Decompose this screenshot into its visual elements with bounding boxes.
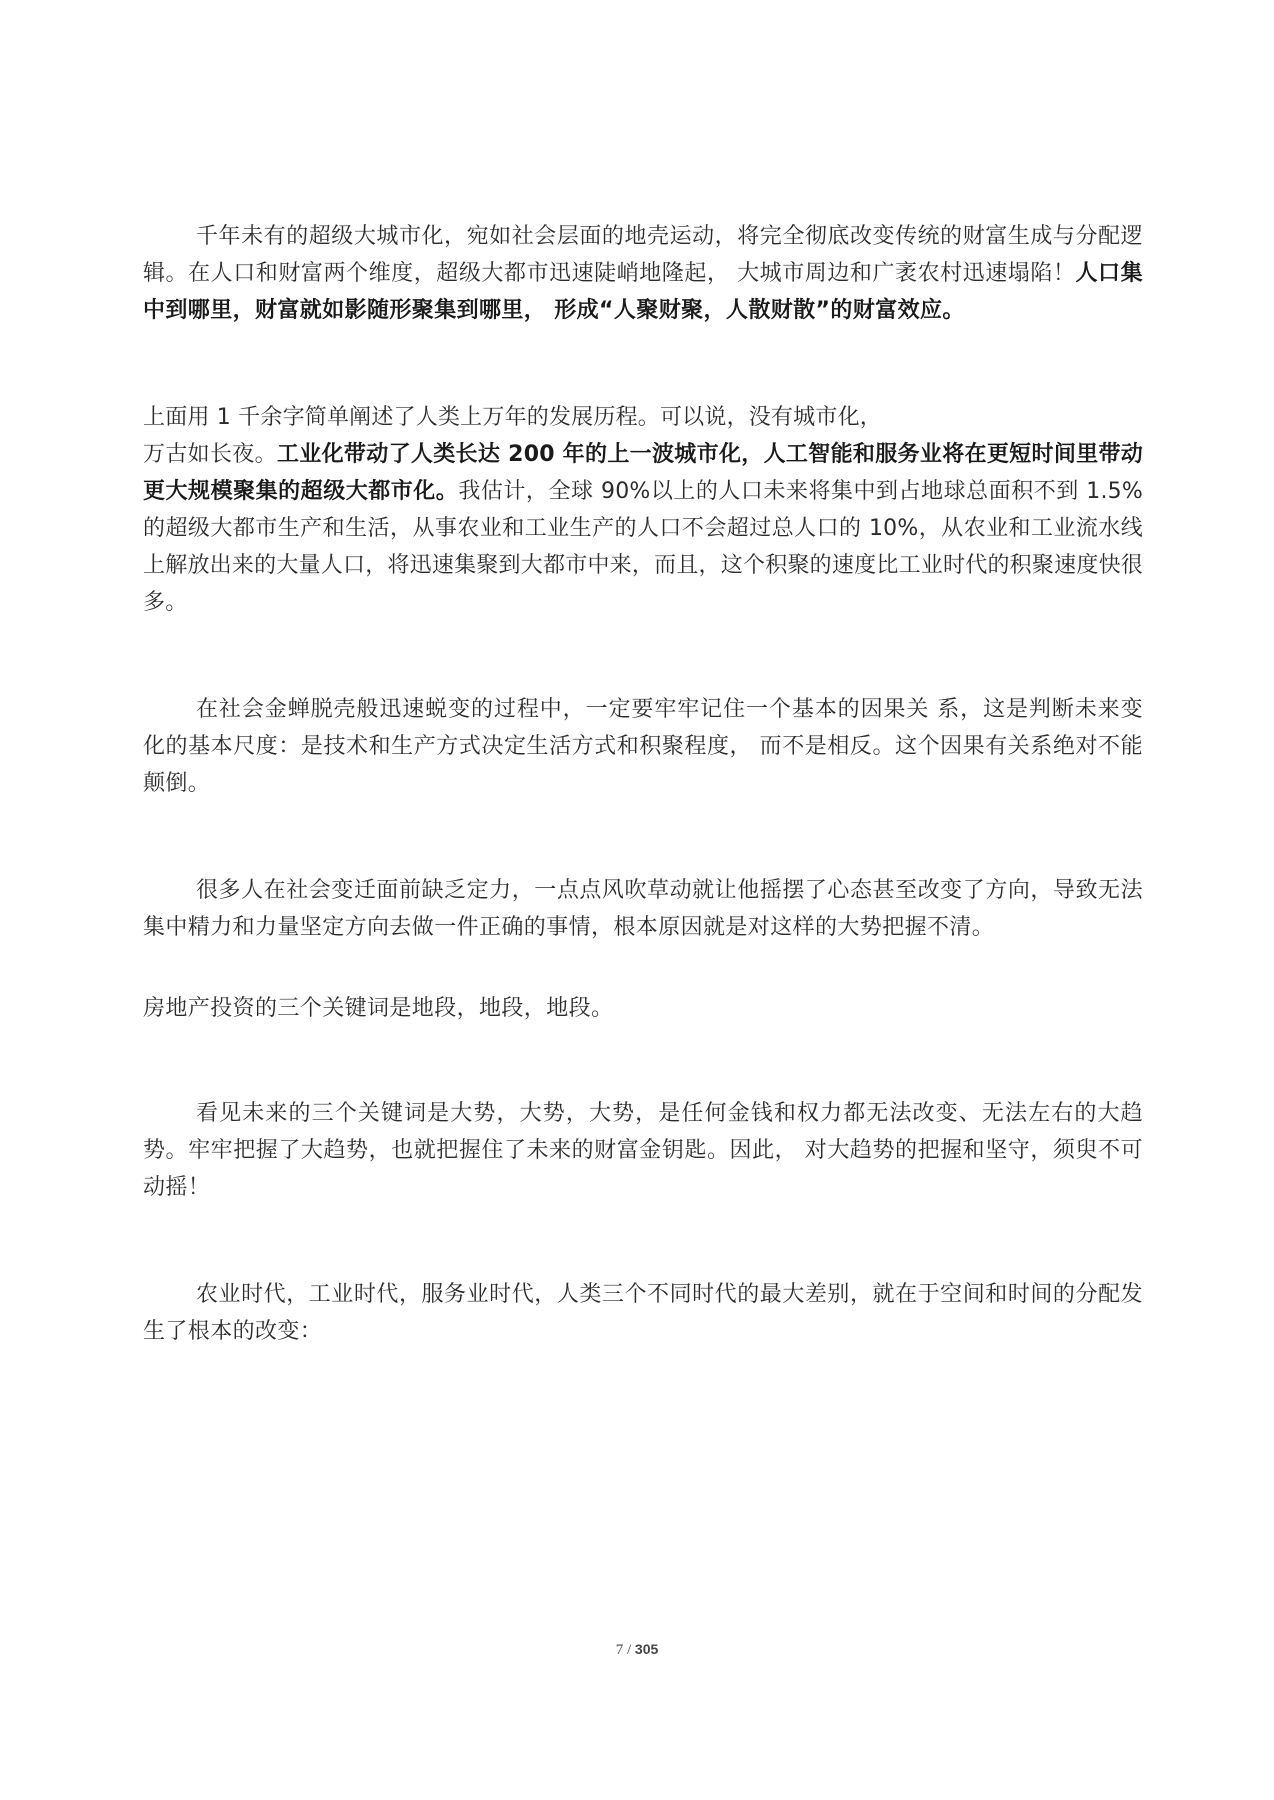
current-page-number: 7 [615,1642,624,1658]
page-body [143,218,1143,1350]
paragraph-text: 在社会金蝉脱壳般迅速蜕变的过程中，一定要牢牢记住一个基本的因果关 系，这是判断未来变化的基本尺度：是技术和生产方式决定生活方式和积聚程度， 而不是相反。这个因果有关系绝对不能颠倒。 [143,697,1143,796]
paragraph-big-trend [143,1095,1143,1206]
paragraph-emphasis: 人口集中到哪里，财富就如影随形聚集到哪里， 形成“人聚财聚，人散财散”的财富效应。 [143,261,1144,323]
page-number [0,1641,1274,1659]
paragraph-text: 农业时代，工业时代，服务业时代，人类三个不同时代的最大差别，就在于空间和时间的分配发生了根本的改变： [143,1282,1143,1344]
paragraph-trend-awareness [143,872,1143,946]
page-number-separator: / [623,1642,635,1658]
paragraph-urbanization [143,218,1143,329]
total-pages: 305 [634,1641,659,1657]
paragraph-text: 很多人在社会变迁面前缺乏定力，一点点风吹草动就让他摇摆了心态甚至改变了方向，导致无法集中精力和力量坚定方向去做一件正确的事情，根本原因就是对这样的大势把握不清。 [143,878,1143,940]
paragraph-history-summary [143,399,1143,621]
paragraph-three-eras [143,1276,1143,1350]
paragraph-text: 上面用 1 千余字简单阐述了人类上万年的发展历程。可以说，没有城市化， [143,405,882,430]
paragraph-text: 我估计，全球 90%以上的人口未来将集中到占地球总面积不到 1.5%的超级大都市生产和生活，从事农业和工业生产的人口不会超过总人口的 10%，从农业和工业流水线上解放出来的大量人口，将迅速集聚到大都市中来，而且，这个积聚的速度比工业时代的积聚速度快很多。 [143,479,1143,615]
paragraph-text: 房地产投资的三个关键词是地段，地段，地段。 [143,996,614,1021]
paragraph-emphasis: 工业化带动了人类长达 200 年的上一波城市化，人工智能和服务业将在更短时间里带动更大规模聚集的超级大都市化。 [143,442,1143,504]
paragraph-text: 看见未来的三个关键词是大势，大势，大势，是任何金钱和权力都无法改变、无法左右的大趋势。牢牢把握了大趋势，也就把握住了未来的财富金钥匙。因此， 对大趋势的把握和坚守，须臾不可动摇！ [143,1101,1143,1200]
paragraph-causality [143,691,1143,802]
paragraph-text: 万古如长夜。 [143,442,277,467]
paragraph-real-estate [143,990,1143,1027]
paragraph-text: 千年未有的超级大城市化，宛如社会层面的地壳运动，将完全彻底改变传统的财富生成与分配逻辑。在人口和财富两个维度，超级大都市迅速陡峭地隆起， 大城市周边和广袤农村迅速塌陷！ [143,224,1143,286]
